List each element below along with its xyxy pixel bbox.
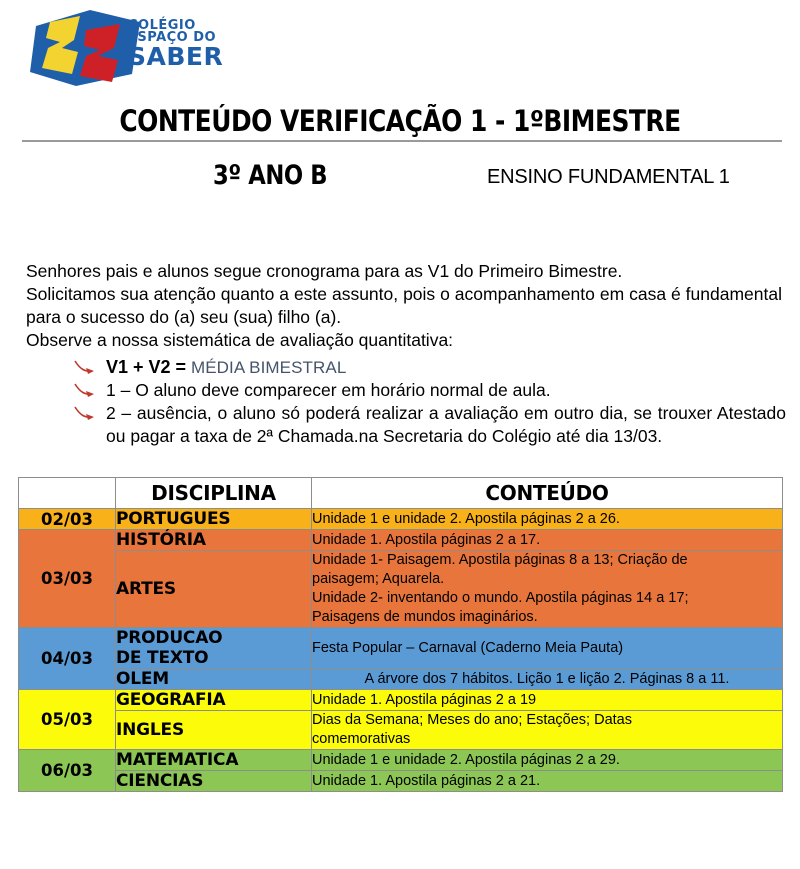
list-item bbox=[72, 356, 786, 379]
content-cell bbox=[312, 551, 783, 628]
content-cell bbox=[312, 771, 783, 792]
formula-result: MÉDIA BIMESTRAL bbox=[190, 358, 347, 377]
grade-label: 3º ANO B bbox=[213, 160, 328, 191]
schedule-table bbox=[18, 477, 783, 792]
discipline-cell: ARTES bbox=[116, 551, 312, 628]
list-item bbox=[72, 379, 786, 402]
table-row bbox=[19, 750, 783, 771]
school-logo bbox=[28, 8, 368, 90]
arrow-bullet-icon bbox=[74, 359, 96, 375]
table-row bbox=[19, 628, 783, 669]
intro-text bbox=[26, 260, 782, 352]
discipline-cell bbox=[116, 628, 312, 669]
date-cell: 05/03 bbox=[19, 690, 116, 750]
table-body bbox=[19, 509, 783, 792]
evaluation-rules-list bbox=[72, 356, 786, 448]
rule-text: 1 – O aluno deve comparecer em horário normal de aula. bbox=[106, 380, 551, 400]
rule-text: 2 – ausência, o aluno só poderá realizar a avaliação em outro dia, se trouxer Atestado ou pagar a taxa de 2ª Chamada.na Secretaria do Colégio até dia 13/03. bbox=[106, 403, 786, 446]
header-blank bbox=[19, 478, 116, 509]
discipline-line: PRODUCAO bbox=[116, 628, 223, 648]
content-cell bbox=[312, 750, 783, 771]
content-cell bbox=[312, 509, 783, 530]
content-line: Unidade 1- Paisagem. Apostila páginas 8 a 13; Criação de bbox=[312, 552, 688, 568]
discipline-cell: PORTUGUES bbox=[116, 509, 312, 530]
discipline-cell: OLEM bbox=[116, 669, 312, 690]
arrow-bullet-icon bbox=[74, 382, 96, 398]
content-line: Dias da Semana; Meses do ano; Estações; Datas bbox=[312, 712, 632, 728]
subtitle-row bbox=[0, 160, 800, 194]
title-divider bbox=[22, 140, 782, 142]
content-line: Unidade 1. Apostila páginas 2 a 17. bbox=[312, 531, 541, 548]
table-row bbox=[19, 669, 783, 690]
content-line: Paisagens de mundos imaginários. bbox=[312, 609, 538, 625]
segment-label: ENSINO FUNDAMENTAL 1 bbox=[487, 166, 730, 188]
intro-line-1: Senhores pais e alunos segue cronograma para as V1 do Primeiro Bimestre. bbox=[26, 261, 623, 281]
discipline-cell: INGLES bbox=[116, 711, 312, 750]
content-line: A árvore dos 7 hábitos. Lição 1 e lição 2. Páginas 8 a 11. bbox=[364, 670, 730, 687]
date-cell: 02/03 bbox=[19, 509, 116, 530]
logo-wordmark bbox=[128, 18, 224, 71]
table-row bbox=[19, 551, 783, 628]
table-row bbox=[19, 690, 783, 711]
content-cell bbox=[312, 530, 783, 551]
header-content: CONTEÚDO bbox=[312, 478, 783, 509]
table-row bbox=[19, 509, 783, 530]
discipline-line: DE TEXTO bbox=[116, 648, 209, 668]
content-line: Unidade 1 e unidade 2. Apostila páginas 2 a 29. bbox=[312, 751, 620, 768]
page-title: CONTEÚDO VERIFICAÇÃO 1 - 1ºBIMESTRE bbox=[119, 104, 681, 138]
date-cell: 04/03 bbox=[19, 628, 116, 690]
table-header bbox=[19, 478, 783, 509]
discipline-cell: GEOGRAFIA bbox=[116, 690, 312, 711]
content-line: Unidade 1 e unidade 2. Apostila páginas 2 a 26. bbox=[312, 510, 620, 527]
content-cell bbox=[312, 669, 783, 690]
content-line: paisagem; Aquarela. bbox=[312, 571, 445, 587]
content-cell bbox=[312, 690, 783, 711]
date-cell: 06/03 bbox=[19, 750, 116, 792]
table-row bbox=[19, 771, 783, 792]
header-discipline: DISCIPLINA bbox=[116, 478, 312, 509]
intro-line-2: Solicitamos sua atenção quanto a este assunto, pois o acompanhamento em casa é fundamental para o sucesso do (a) seu (sua) filho (a). bbox=[26, 284, 782, 327]
schedule-table-wrapper bbox=[18, 477, 782, 792]
date-cell: 03/03 bbox=[19, 530, 116, 628]
table-row bbox=[19, 711, 783, 750]
content-line: Unidade 1. Apostila páginas 2 a 19 bbox=[312, 691, 537, 708]
discipline-cell: CIENCIAS bbox=[116, 771, 312, 792]
content-line: Unidade 2- inventando o mundo. Apostila páginas 14 a 17; bbox=[312, 590, 689, 606]
logo-line-1: COLÉGIO bbox=[128, 18, 196, 33]
content-line: Festa Popular – Carnaval (Caderno Meia Pauta) bbox=[312, 639, 624, 656]
content-cell bbox=[312, 628, 783, 669]
formula-text: V1 + V2 = bbox=[106, 357, 187, 377]
table-header-row bbox=[19, 478, 783, 509]
table-row bbox=[19, 530, 783, 551]
discipline-cell: MATEMATICA bbox=[116, 750, 312, 771]
discipline-cell: HISTÓRIA bbox=[116, 530, 312, 551]
content-line: Unidade 1. Apostila páginas 2 a 21. bbox=[312, 772, 541, 789]
logo-line-3: SABER bbox=[128, 41, 224, 71]
content-line: comemorativas bbox=[312, 731, 411, 747]
logo-line-2: ESPAÇO DO bbox=[128, 29, 217, 45]
content-cell bbox=[312, 711, 783, 750]
intro-line-3: Observe a nossa sistemática de avaliação quantitativa: bbox=[26, 330, 454, 350]
arrow-bullet-icon bbox=[74, 405, 96, 421]
list-item bbox=[72, 402, 786, 448]
